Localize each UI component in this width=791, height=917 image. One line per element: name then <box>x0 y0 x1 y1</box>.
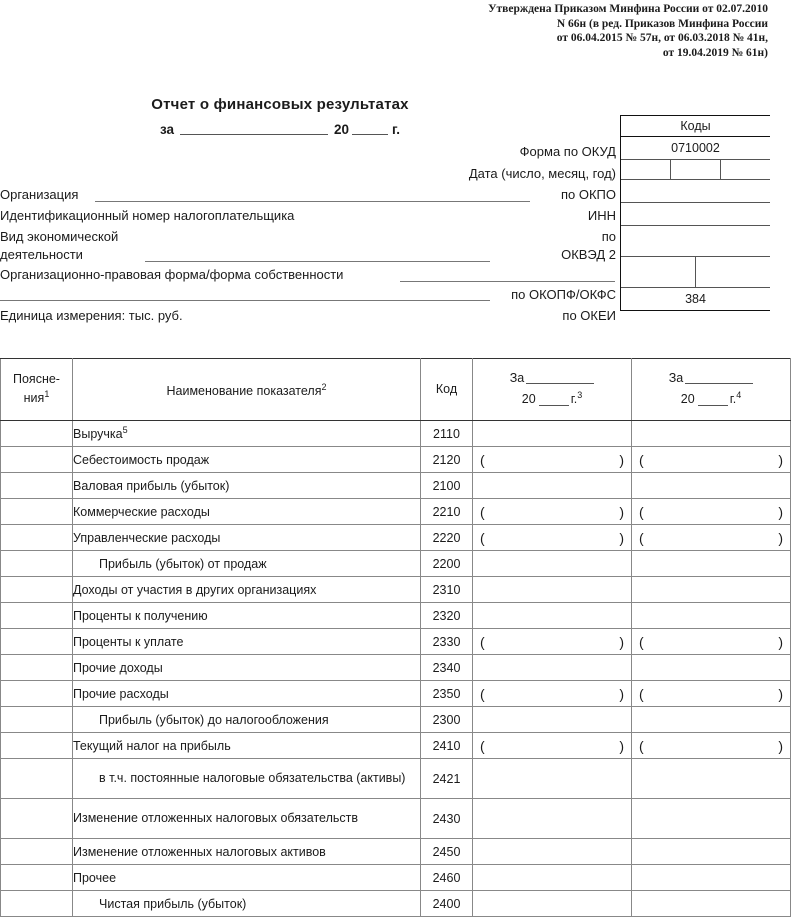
cell-code: 2421 <box>421 759 473 799</box>
header-period-previous-year: 20 <box>680 392 695 407</box>
cell-indicator-name: Валовая прибыль (убыток) <box>73 473 421 499</box>
cell-explanations[interactable] <box>1 733 73 759</box>
cell-indicator-name: Чистая прибыль (убыток) <box>73 891 421 917</box>
cell-explanations[interactable] <box>1 447 73 473</box>
cell-value-current[interactable] <box>473 655 632 681</box>
table-header-row <box>1 359 791 421</box>
cell-value-previous[interactable] <box>632 759 791 799</box>
paren-close: ) <box>778 685 783 702</box>
cell-indicator-name: Текущий налог на прибыль <box>73 733 421 759</box>
codes-row-okpo <box>621 180 770 203</box>
period-year-prefix: 20 <box>333 122 350 137</box>
paren-close: ) <box>619 685 624 702</box>
reporting-period-line <box>0 121 560 137</box>
cell-value-previous[interactable] <box>632 473 791 499</box>
paren-close: ) <box>619 451 624 468</box>
table-row <box>1 577 791 603</box>
cell-value-previous[interactable] <box>632 603 791 629</box>
header-explanations <box>1 359 73 421</box>
cell-indicator-name: Управленческие расходы <box>73 525 421 551</box>
cell-code: 2300 <box>421 707 473 733</box>
cell-code: 2350 <box>421 681 473 707</box>
header-period-current-line2 <box>473 387 631 408</box>
cell-value-previous[interactable] <box>632 733 791 759</box>
label-activity-line2: деятельности <box>0 247 83 262</box>
cell-value-current[interactable] <box>473 865 632 891</box>
table-body <box>1 421 791 917</box>
paren-open: ( <box>639 685 644 702</box>
codes-value-okei[interactable]: 384 <box>685 292 706 306</box>
cell-code: 2430 <box>421 799 473 839</box>
paren-close: ) <box>778 503 783 520</box>
codes-value-date-month[interactable] <box>671 160 721 179</box>
cell-code: 2410 <box>421 733 473 759</box>
cell-value-previous[interactable] <box>632 577 791 603</box>
cell-value-current[interactable] <box>473 525 632 551</box>
cell-explanations[interactable] <box>1 499 73 525</box>
cell-explanations[interactable] <box>1 629 73 655</box>
cell-value-previous[interactable] <box>632 891 791 917</box>
table-row <box>1 839 791 865</box>
financial-results-table <box>0 358 791 917</box>
cell-explanations[interactable] <box>1 421 73 447</box>
label-okved2: ОКВЭД 2 <box>561 247 616 262</box>
cell-value-previous[interactable] <box>632 525 791 551</box>
cell-value-previous[interactable] <box>632 421 791 447</box>
codes-value-date-year[interactable] <box>721 160 770 179</box>
header-period-current-year-blank[interactable] <box>539 394 569 406</box>
codes-value-okpo[interactable] <box>621 180 770 202</box>
table-row <box>1 799 791 839</box>
legal-form-input-blank-2[interactable] <box>0 300 490 301</box>
label-unit-of-measure: Единица измерения: тыс. руб. <box>0 308 183 323</box>
cell-explanations[interactable] <box>1 473 73 499</box>
cell-code: 2220 <box>421 525 473 551</box>
indicator-superscript: 5 <box>122 425 128 436</box>
cell-indicator-name: Прочие доходы <box>73 655 421 681</box>
legal-header-line-1: Утверждена Приказом Минфина России от 02.07.2010 <box>488 3 768 15</box>
codes-value-date-day[interactable] <box>621 160 671 179</box>
paren-open: ( <box>480 633 485 650</box>
cell-value-previous[interactable] <box>632 839 791 865</box>
paren-close: ) <box>619 503 624 520</box>
cell-indicator-name: Себестоимость продаж <box>73 447 421 473</box>
legal-header-line-4: от 19.04.2019 № 61н) <box>662 46 768 59</box>
cell-indicator-name: Прибыль (убыток) от продаж <box>73 551 421 577</box>
codes-row-inn <box>621 203 770 226</box>
cell-value-current[interactable] <box>473 707 632 733</box>
cell-code: 2210 <box>421 499 473 525</box>
paren-open: ( <box>639 737 644 754</box>
legal-form-input-blank[interactable] <box>400 281 615 282</box>
legal-header <box>468 2 768 60</box>
cell-value-previous[interactable] <box>632 865 791 891</box>
table-row <box>1 681 791 707</box>
header-indicator-label: Наименование показателя <box>166 384 322 399</box>
cell-value-current[interactable] <box>473 891 632 917</box>
cell-indicator-name: в т.ч. постоянные налоговые обязательства (активы) <box>73 759 421 799</box>
table-row <box>1 891 791 917</box>
cell-value-current[interactable] <box>473 681 632 707</box>
table-row <box>1 551 791 577</box>
cell-code: 2320 <box>421 603 473 629</box>
paren-close: ) <box>778 633 783 650</box>
header-period-current <box>473 359 632 421</box>
table-row <box>1 733 791 759</box>
cell-code: 2460 <box>421 865 473 891</box>
codes-row-okud <box>621 137 770 160</box>
cell-explanations[interactable] <box>1 891 73 917</box>
cell-indicator-name: Доходы от участия в других организациях <box>73 577 421 603</box>
cell-value-previous[interactable] <box>632 707 791 733</box>
table-row <box>1 499 791 525</box>
cell-indicator-name: Прочие расходы <box>73 681 421 707</box>
table-row <box>1 629 791 655</box>
header-period-current-year: 20 <box>521 392 536 407</box>
cell-value-current[interactable] <box>473 839 632 865</box>
codes-value-okopf[interactable] <box>621 257 696 287</box>
cell-explanations[interactable] <box>1 681 73 707</box>
cell-indicator-name: Изменение отложенных налоговых обязательств <box>73 799 421 839</box>
label-okpo: по ОКПО <box>560 187 616 202</box>
paren-open: ( <box>480 737 485 754</box>
cell-code: 2330 <box>421 629 473 655</box>
period-year-blank[interactable] <box>352 121 388 135</box>
header-period-previous-suffix: г. <box>729 392 737 407</box>
codes-value-okved[interactable] <box>621 226 770 256</box>
label-legal-form: Организационно-правовая форма/форма собственности <box>0 267 344 282</box>
cell-value-previous[interactable] <box>632 447 791 473</box>
cell-explanations[interactable] <box>1 603 73 629</box>
cell-code: 2340 <box>421 655 473 681</box>
cell-code: 2450 <box>421 839 473 865</box>
paren-open: ( <box>480 451 485 468</box>
header-period-previous-line2 <box>632 387 790 408</box>
codes-row-okved <box>621 226 770 257</box>
cell-value-previous[interactable] <box>632 629 791 655</box>
cell-explanations[interactable] <box>1 707 73 733</box>
table-row <box>1 525 791 551</box>
header-period-current-blank[interactable] <box>526 372 594 384</box>
label-okopf-okfs: по ОКОПФ/ОКФС <box>511 287 616 302</box>
label-okei: по ОКЕИ <box>562 308 616 323</box>
codes-row-okei <box>621 288 770 310</box>
header-indicator-name <box>73 359 421 421</box>
table-row <box>1 603 791 629</box>
cell-explanations[interactable] <box>1 577 73 603</box>
organization-input-blank[interactable] <box>95 201 530 202</box>
header-period-current-suffix: г. <box>570 392 578 407</box>
cell-code: 2310 <box>421 577 473 603</box>
codes-box-header: Коды <box>621 116 770 137</box>
cell-code: 2100 <box>421 473 473 499</box>
codes-box <box>620 115 770 311</box>
legal-header-line-2: N 66н (в ред. Приказов Минфина России <box>556 17 768 30</box>
cell-value-previous[interactable] <box>632 551 791 577</box>
codes-value-okfs[interactable] <box>696 257 770 287</box>
paren-open: ( <box>639 529 644 546</box>
cell-indicator-name: Прибыль (убыток) до налогообложения <box>73 707 421 733</box>
label-inn: ИНН <box>587 208 616 223</box>
header-explanations-line2: ния <box>23 391 45 406</box>
cell-code: 2200 <box>421 551 473 577</box>
table-row <box>1 473 791 499</box>
paren-open: ( <box>480 685 485 702</box>
header-period-current-line1 <box>473 370 631 387</box>
cell-value-current[interactable] <box>473 799 632 839</box>
paren-open: ( <box>480 529 485 546</box>
cell-value-current[interactable] <box>473 603 632 629</box>
cell-code: 2110 <box>421 421 473 447</box>
cell-explanations[interactable] <box>1 551 73 577</box>
header-period-previous-year-blank[interactable] <box>698 394 728 406</box>
label-okud: Форма по ОКУД <box>519 144 616 159</box>
cell-explanations[interactable] <box>1 865 73 891</box>
cell-explanations[interactable] <box>1 839 73 865</box>
cell-value-current[interactable] <box>473 447 632 473</box>
codes-value-inn[interactable] <box>621 203 770 225</box>
cell-code: 2120 <box>421 447 473 473</box>
label-organization: Организация <box>0 187 79 202</box>
cell-explanations[interactable] <box>1 759 73 799</box>
paren-open: ( <box>639 633 644 650</box>
cell-value-current[interactable] <box>473 629 632 655</box>
header-period-previous-blank[interactable] <box>685 372 753 384</box>
cell-value-previous[interactable] <box>632 499 791 525</box>
codes-row-okopf-okfs <box>621 257 770 288</box>
label-taxpayer-id: Идентификационный номер налогоплательщика <box>0 208 295 223</box>
legal-header-line-3: от 06.04.2015 № 57н, от 06.03.2018 № 41н, <box>556 32 768 44</box>
cell-value-previous[interactable] <box>632 799 791 839</box>
cell-value-current[interactable] <box>473 733 632 759</box>
header-period-previous <box>632 359 791 421</box>
period-year-suffix: г. <box>392 122 401 137</box>
header-indicator-superscript: 2 <box>321 381 327 392</box>
label-activity-line1: Вид экономической <box>0 229 119 244</box>
header-period-previous-line1 <box>632 370 790 387</box>
label-po: по <box>601 229 616 244</box>
table-row <box>1 707 791 733</box>
table-row <box>1 759 791 799</box>
paren-open: ( <box>480 503 485 520</box>
table-row <box>1 865 791 891</box>
cell-value-current[interactable] <box>473 499 632 525</box>
paren-close: ) <box>778 529 783 546</box>
table-row <box>1 655 791 681</box>
paren-open: ( <box>639 503 644 520</box>
header-period-current-prefix: За <box>509 371 525 386</box>
paren-open: ( <box>639 451 644 468</box>
page-title: Отчет о финансовых результатах <box>151 96 409 113</box>
paren-close: ) <box>619 633 624 650</box>
paren-close: ) <box>778 451 783 468</box>
cell-value-current[interactable] <box>473 551 632 577</box>
table-row <box>1 421 791 447</box>
cell-value-current[interactable] <box>473 473 632 499</box>
paren-close: ) <box>778 737 783 754</box>
cell-code: 2400 <box>421 891 473 917</box>
table-row <box>1 447 791 473</box>
cell-explanations[interactable] <box>1 655 73 681</box>
label-date: Дата (число, месяц, год) <box>468 166 616 181</box>
activity-input-blank[interactable] <box>145 261 490 262</box>
cell-value-current[interactable] <box>473 759 632 799</box>
cell-indicator-name: Изменение отложенных налоговых активов <box>73 839 421 865</box>
period-prefix-label: за <box>159 122 174 137</box>
header-period-previous-superscript: 4 <box>736 390 742 401</box>
header-period-current-superscript: 3 <box>577 390 583 401</box>
paren-close: ) <box>619 529 624 546</box>
cell-explanations[interactable] <box>1 525 73 551</box>
codes-value-okud[interactable]: 0710002 <box>671 141 720 155</box>
header-explanations-line1: Поясне- <box>13 372 60 387</box>
cell-value-previous[interactable] <box>632 655 791 681</box>
cell-indicator-name: Проценты к уплате <box>73 629 421 655</box>
period-name-blank[interactable] <box>180 121 328 135</box>
cell-value-previous[interactable] <box>632 681 791 707</box>
codes-row-date <box>621 160 770 180</box>
header-code: Код <box>421 359 473 421</box>
paren-close: ) <box>619 737 624 754</box>
cell-value-current[interactable] <box>473 577 632 603</box>
cell-value-current[interactable] <box>473 421 632 447</box>
cell-explanations[interactable] <box>1 799 73 839</box>
header-period-previous-prefix: За <box>668 371 684 386</box>
header-explanations-superscript: 1 <box>44 389 50 400</box>
cell-indicator-name: Коммерческие расходы <box>73 499 421 525</box>
cell-indicator-name: Выручка$^5$ <box>73 421 421 447</box>
cell-indicator-name: Проценты к получению <box>73 603 421 629</box>
cell-indicator-name: Прочее <box>73 865 421 891</box>
